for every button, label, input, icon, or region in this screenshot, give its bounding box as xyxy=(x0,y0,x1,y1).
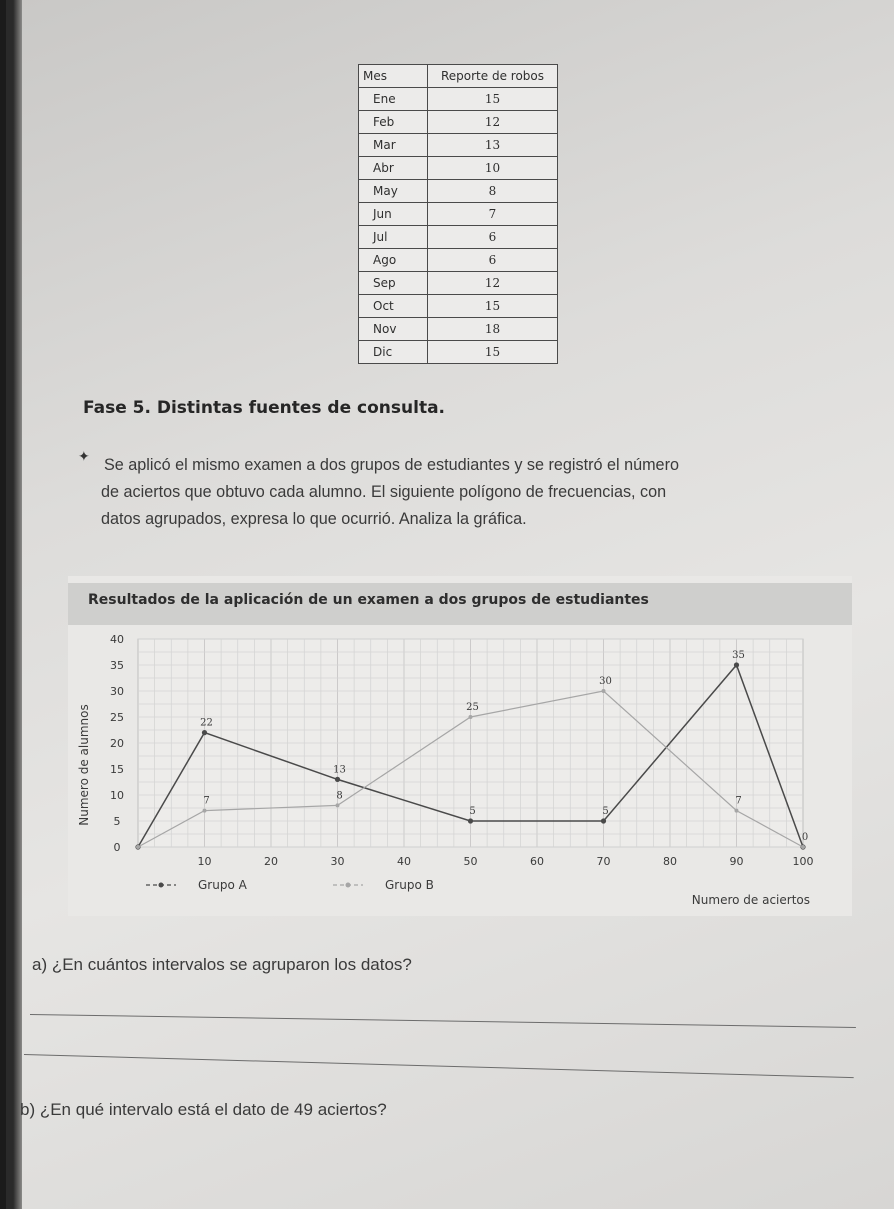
x-tick-label: 20 xyxy=(264,855,278,868)
data-label: 25 xyxy=(466,702,479,713)
data-point xyxy=(336,803,340,807)
data-point xyxy=(136,845,140,849)
cell-mes: Nov xyxy=(359,318,428,341)
data-label: 7 xyxy=(203,795,210,807)
cell-mes: Mar xyxy=(359,134,428,157)
table-row xyxy=(359,341,558,364)
question-b: b) ¿En qué intervalo está el dato de 49 aciertos? xyxy=(20,1100,387,1119)
y-tick-label: 10 xyxy=(110,789,124,802)
data-label: 8 xyxy=(336,790,343,802)
x-tick-label: 100 xyxy=(792,855,814,868)
data-point xyxy=(203,809,207,813)
answer-line xyxy=(30,1014,856,1028)
table-row xyxy=(359,88,558,111)
x-tick-label: 90 xyxy=(729,855,744,868)
intro-line: de aciertos que obtuvo cada alumno. El siguiente polígono de frecuencias, con xyxy=(101,483,667,501)
data-label: 0 xyxy=(801,832,809,843)
data-label: 30 xyxy=(599,676,612,687)
cell-valor: 6 xyxy=(428,249,558,272)
table-row xyxy=(359,226,558,249)
cell-valor: 10 xyxy=(428,157,558,180)
x-tick-label: 30 xyxy=(330,855,345,868)
cell-valor: 15 xyxy=(428,295,558,318)
data-point xyxy=(469,715,473,719)
table-row xyxy=(359,134,558,157)
cell-mes: May xyxy=(359,180,428,203)
x-axis-label: Numero de aciertos xyxy=(691,893,810,907)
legend-label: Grupo A xyxy=(198,878,247,892)
data-point xyxy=(734,662,739,667)
notebook-edge xyxy=(0,0,6,1209)
y-tick-label: 35 xyxy=(110,659,124,672)
cell-mes: Oct xyxy=(359,295,428,318)
robos-table xyxy=(358,64,558,364)
y-tick-label: 25 xyxy=(110,711,124,724)
table-row xyxy=(359,111,558,134)
legend-marker xyxy=(159,883,164,888)
y-tick-label: 5 xyxy=(113,815,121,828)
data-point xyxy=(801,845,805,849)
y-axis-label: Numero de alumnos xyxy=(77,704,91,826)
data-point xyxy=(202,730,207,735)
intro-paragraph xyxy=(101,452,864,533)
y-tick-label: 30 xyxy=(110,685,124,698)
data-label: 5 xyxy=(469,806,476,817)
x-tick-label: 70 xyxy=(596,855,611,868)
table-row xyxy=(359,157,558,180)
y-tick-label: 15 xyxy=(110,763,124,776)
x-tick-label: 80 xyxy=(663,855,677,868)
y-tick-label: 40 xyxy=(110,633,124,646)
legend-label: Grupo B xyxy=(385,878,434,892)
table-row xyxy=(359,180,558,203)
x-tick-label: 50 xyxy=(463,855,478,868)
data-label: 7 xyxy=(735,795,742,807)
table-header-mes: Mes xyxy=(359,65,428,88)
cell-valor: 7 xyxy=(428,203,558,226)
cell-valor: 15 xyxy=(428,341,558,364)
data-label: 22 xyxy=(200,717,213,729)
cell-valor: 15 xyxy=(428,88,558,111)
x-tick-label: 40 xyxy=(397,855,411,868)
data-point xyxy=(468,818,473,823)
cell-mes: Jul xyxy=(359,226,428,249)
cell-valor: 8 xyxy=(428,180,558,203)
intro-line: Se aplicó el mismo examen a dos grupos de estudiantes y se registró el número xyxy=(104,456,679,474)
data-point xyxy=(735,809,739,813)
y-tick-label: 0 xyxy=(113,841,121,854)
data-label: 13 xyxy=(333,764,346,776)
data-label: 5 xyxy=(602,806,609,817)
bullet-icon: ✦ xyxy=(78,448,90,464)
question-a: a) ¿En cuántos intervalos se agruparon los datos? xyxy=(32,955,412,974)
data-point xyxy=(601,818,606,823)
data-point xyxy=(335,777,340,782)
cell-valor: 6 xyxy=(428,226,558,249)
cell-mes: Sep xyxy=(359,272,428,295)
x-tick-label: 10 xyxy=(197,855,212,868)
cell-valor: 12 xyxy=(428,111,558,134)
table-row xyxy=(359,203,558,226)
y-tick-label: 20 xyxy=(110,737,124,750)
cell-valor: 12 xyxy=(428,272,558,295)
frequency-polygon-chart xyxy=(68,625,852,915)
table-row xyxy=(359,318,558,341)
cell-valor: 18 xyxy=(428,318,558,341)
intro-line: datos agrupados, expresa lo que ocurrió. Analiza la gráfica. xyxy=(101,510,527,528)
data-point xyxy=(602,689,606,693)
legend-marker xyxy=(346,883,351,888)
cell-mes: Jun xyxy=(359,203,428,226)
table-row xyxy=(359,249,558,272)
cell-mes: Feb xyxy=(359,111,428,134)
table-header-row xyxy=(359,65,558,88)
chart-title: Resultados de la aplicación de un examen a dos grupos de estudiantes xyxy=(88,592,649,608)
table-row xyxy=(359,272,558,295)
phase-title: Fase 5. Distintas fuentes de consulta. xyxy=(83,398,446,418)
table-header-reporte: Reporte de robos xyxy=(428,65,558,88)
cell-mes: Dic xyxy=(359,341,428,364)
table-row xyxy=(359,295,558,318)
cell-mes: Ene xyxy=(359,88,428,111)
cell-mes: Ago xyxy=(359,249,428,272)
answer-line xyxy=(24,1054,854,1078)
x-tick-label: 60 xyxy=(530,855,544,868)
cell-mes: Abr xyxy=(359,157,428,180)
data-label: 35 xyxy=(732,650,745,661)
cell-valor: 13 xyxy=(428,134,558,157)
